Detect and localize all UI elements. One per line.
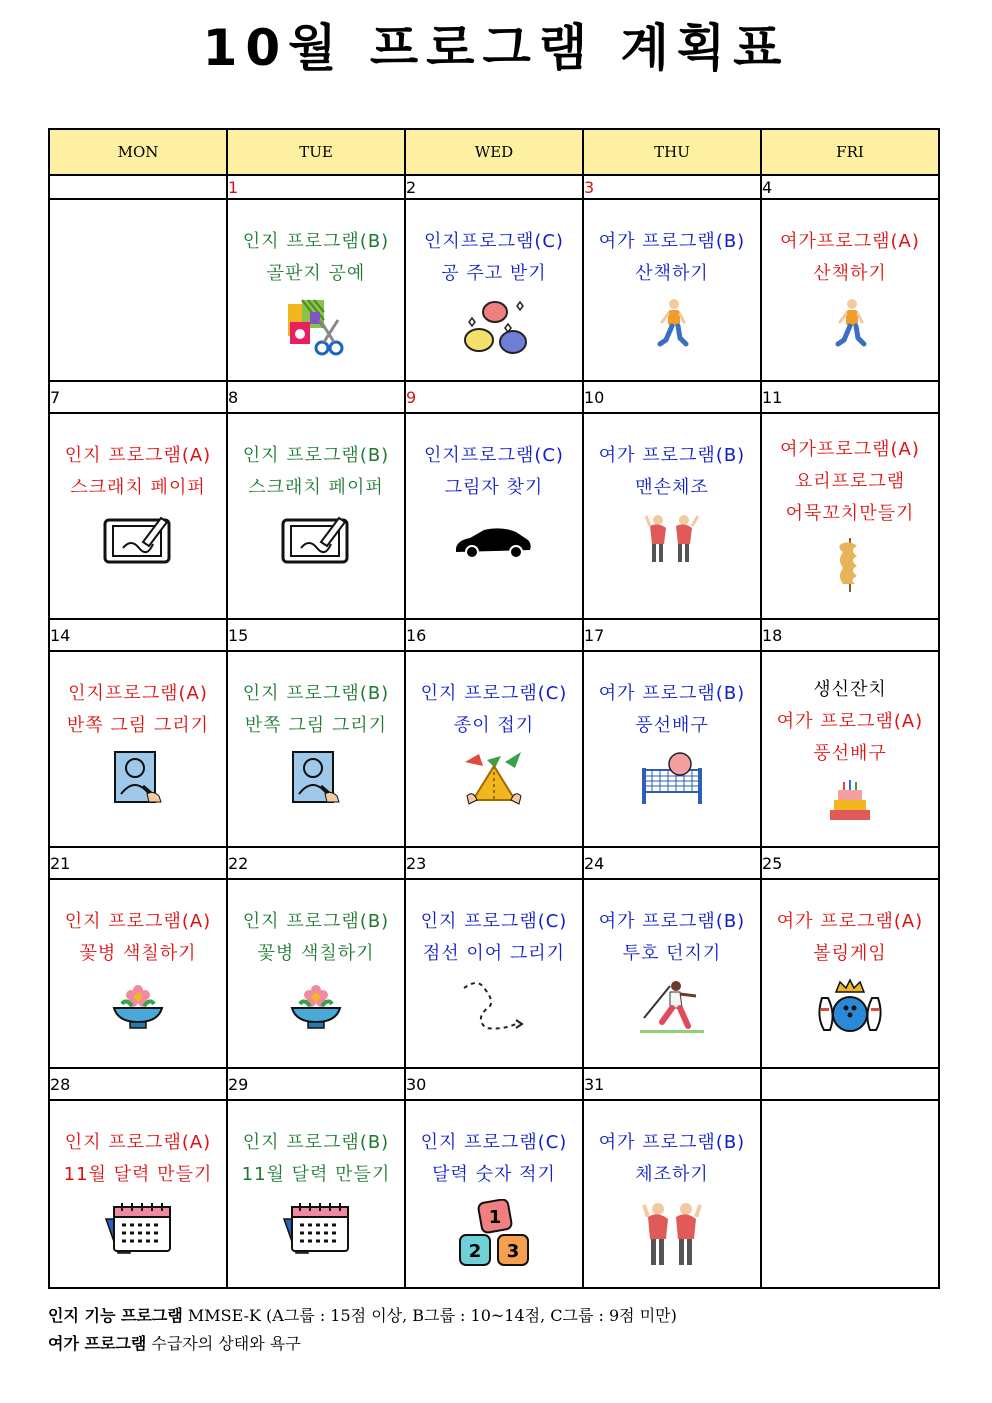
number-blocks-icon xyxy=(454,1199,534,1269)
page-title: 10월 프로그램 계획표 xyxy=(202,19,790,77)
program-activity: 꽃병 색칠하기 xyxy=(257,943,375,964)
date-row xyxy=(49,381,939,413)
program-activity: 풍선배구 xyxy=(813,743,887,764)
day-number: 1 xyxy=(227,175,405,199)
program-cell xyxy=(583,879,761,1068)
program-title: 인지 프로그램(B) xyxy=(242,911,390,932)
program-cell xyxy=(405,651,583,847)
drawing-tablet-icon xyxy=(281,512,351,564)
program-activity: 반쪽 그림 그리기 xyxy=(244,715,388,736)
balls-icon xyxy=(459,298,529,358)
footer-label-cognitive: 인지 기능 프로그램 xyxy=(48,1306,183,1325)
day-number: 14 xyxy=(49,619,227,651)
day-number: 2 xyxy=(405,175,583,199)
date-row xyxy=(49,847,939,879)
drawing-tablet-icon xyxy=(103,512,173,564)
program-cell xyxy=(227,1100,405,1288)
program-title: 인지 프로그램(B) xyxy=(242,445,390,466)
weekday-mon: MON xyxy=(49,129,227,175)
program-title: 인지프로그램(C) xyxy=(424,231,564,252)
program-activity: 맨손체조 xyxy=(635,477,709,498)
day-number: 4 xyxy=(761,175,939,199)
bowling-icon xyxy=(814,978,886,1036)
weekday-wed: WED xyxy=(405,129,583,175)
footer-line-cognitive xyxy=(48,1303,677,1326)
flower-bowl-icon xyxy=(112,978,164,1032)
program-title: 여가 프로그램(B) xyxy=(598,445,746,466)
program-title: 여가 프로그램(B) xyxy=(598,1132,746,1153)
program-cell-empty xyxy=(761,1100,939,1288)
weekday-tue: TUE xyxy=(227,129,405,175)
program-cell xyxy=(583,199,761,381)
program-activity: 반쪽 그림 그리기 xyxy=(66,715,210,736)
day-number xyxy=(49,175,227,199)
program-row xyxy=(49,879,939,1068)
day-number: 15 xyxy=(227,619,405,651)
program-title: 여가 프로그램(B) xyxy=(598,231,746,252)
day-number: 18 xyxy=(761,619,939,651)
calendar-icon xyxy=(280,1199,352,1257)
craft-icon xyxy=(284,298,348,358)
program-row xyxy=(49,651,939,847)
volleyball-net-icon xyxy=(640,750,704,806)
day-number: 11 xyxy=(761,381,939,413)
program-activity: 체조하기 xyxy=(635,1164,709,1185)
program-cell xyxy=(405,879,583,1068)
program-title: 인지프로그램(C) xyxy=(424,445,564,466)
day-number: 29 xyxy=(227,1068,405,1100)
program-activity: 산책하기 xyxy=(635,263,709,284)
program-cell xyxy=(761,879,939,1068)
svg-text:2: 2 xyxy=(468,1241,482,1262)
program-cell xyxy=(227,879,405,1068)
program-cell xyxy=(405,199,583,381)
program-title: 인지 프로그램(C) xyxy=(420,911,568,932)
footer-label-leisure: 여가 프로그램 xyxy=(48,1334,147,1353)
fish-cake-skewer-icon xyxy=(835,538,865,592)
program-cell xyxy=(405,1100,583,1288)
program-cell xyxy=(583,1100,761,1288)
program-activity: 점선 이어 그리기 xyxy=(422,943,566,964)
day-number: 25 xyxy=(761,847,939,879)
program-activity: 요리프로그램 xyxy=(794,471,906,492)
program-activity: 공 주고 받기 xyxy=(441,263,547,284)
footer-text-leisure: 수급자의 상태와 욕구 xyxy=(146,1334,301,1353)
program-activity: 꽃병 색칠하기 xyxy=(79,943,197,964)
program-activity: 달력 숫자 적기 xyxy=(432,1164,556,1185)
portrait-drawing-icon xyxy=(113,750,163,804)
program-activity: 산책하기 xyxy=(813,263,887,284)
program-title: 여가프로그램(A) xyxy=(780,231,920,252)
program-cell xyxy=(761,651,939,847)
day-number: 21 xyxy=(49,847,227,879)
program-activity: 11월 달력 만들기 xyxy=(63,1164,213,1185)
footer-text-cognitive: MMSE-K (A그룹 : 15점 이상, B그룹 : 10~14점, C그룹 : 9점 미만) xyxy=(182,1306,677,1325)
program-title: 여가프로그램(A) xyxy=(780,439,920,460)
program-title: 인지 프로그램(A) xyxy=(64,1132,212,1153)
program-title: 여가 프로그램(B) xyxy=(598,911,746,932)
day-number: 9 xyxy=(405,381,583,413)
birthday-cake-icon xyxy=(828,778,872,822)
date-row xyxy=(49,619,939,651)
day-number: 3 xyxy=(583,175,761,199)
program-cell xyxy=(583,413,761,619)
program-event: 생신잔치 xyxy=(813,679,887,700)
program-cell xyxy=(49,1100,227,1288)
date-row xyxy=(49,175,939,199)
origami-icon xyxy=(461,750,527,806)
program-cell xyxy=(761,199,939,381)
program-title: 인지 프로그램(A) xyxy=(64,911,212,932)
footer-line-leisure xyxy=(48,1331,301,1354)
day-number: 30 xyxy=(405,1068,583,1100)
program-cell xyxy=(49,879,227,1068)
program-title: 인지 프로그램(C) xyxy=(420,1132,568,1153)
car-silhouette-icon xyxy=(454,522,534,562)
program-cell xyxy=(583,651,761,847)
dotted-line-icon xyxy=(454,978,534,1032)
day-number: 17 xyxy=(583,619,761,651)
program-title: 인지 프로그램(A) xyxy=(64,445,212,466)
calendar-table xyxy=(48,128,940,1289)
day-number: 31 xyxy=(583,1068,761,1100)
day-number: 23 xyxy=(405,847,583,879)
program-activity: 11월 달력 만들기 xyxy=(241,1164,391,1185)
program-title: 인지 프로그램(B) xyxy=(242,683,390,704)
date-row xyxy=(49,1068,939,1100)
day-number: 28 xyxy=(49,1068,227,1100)
program-title: 인지 프로그램(C) xyxy=(420,683,568,704)
day-number: 8 xyxy=(227,381,405,413)
program-activity: 스크래치 페이퍼 xyxy=(70,477,206,498)
program-title: 여가 프로그램(B) xyxy=(598,683,746,704)
day-number: 10 xyxy=(583,381,761,413)
calendar-icon xyxy=(102,1199,174,1257)
program-cell xyxy=(49,413,227,619)
weekday-header-row xyxy=(49,129,939,175)
program-row xyxy=(49,199,939,381)
program-cell xyxy=(227,199,405,381)
program-cell-empty xyxy=(49,199,227,381)
program-activity: 스크래치 페이퍼 xyxy=(248,477,384,498)
program-cell xyxy=(761,413,939,619)
exercise-icon xyxy=(644,512,700,564)
svg-text:1: 1 xyxy=(488,1207,502,1228)
program-activity: 종이 접기 xyxy=(453,715,535,736)
program-activity: 투호 던지기 xyxy=(622,943,722,964)
exercise-icon xyxy=(642,1199,702,1269)
program-title: 인지프로그램(A) xyxy=(68,683,208,704)
program-activity: 그림자 찾기 xyxy=(444,477,544,498)
day-number: 24 xyxy=(583,847,761,879)
program-title: 여가 프로그램(A) xyxy=(776,911,924,932)
program-activity: 볼링게임 xyxy=(813,943,887,964)
program-cell xyxy=(405,413,583,619)
day-number xyxy=(761,1068,939,1100)
program-cell xyxy=(227,413,405,619)
walking-icon xyxy=(830,298,870,350)
day-number: 7 xyxy=(49,381,227,413)
program-row xyxy=(49,413,939,619)
day-number: 16 xyxy=(405,619,583,651)
portrait-drawing-icon xyxy=(291,750,341,804)
javelin-throw-icon xyxy=(640,978,704,1034)
program-cell xyxy=(49,651,227,847)
flower-bowl-icon xyxy=(290,978,342,1032)
day-number: 22 xyxy=(227,847,405,879)
weekday-thu: THU xyxy=(583,129,761,175)
walking-icon xyxy=(652,298,692,350)
program-title: 인지 프로그램(B) xyxy=(242,1132,390,1153)
program-row xyxy=(49,1100,939,1288)
program-title: 인지 프로그램(B) xyxy=(242,231,390,252)
weekday-fri: FRI xyxy=(761,129,939,175)
program-activity: 풍선배구 xyxy=(635,715,709,736)
program-title: 여가 프로그램(A) xyxy=(776,711,924,732)
program-activity-detail: 어묵꼬치만들기 xyxy=(785,503,915,524)
program-cell xyxy=(227,651,405,847)
program-activity: 골판지 공예 xyxy=(266,263,366,284)
svg-text:3: 3 xyxy=(506,1241,520,1262)
